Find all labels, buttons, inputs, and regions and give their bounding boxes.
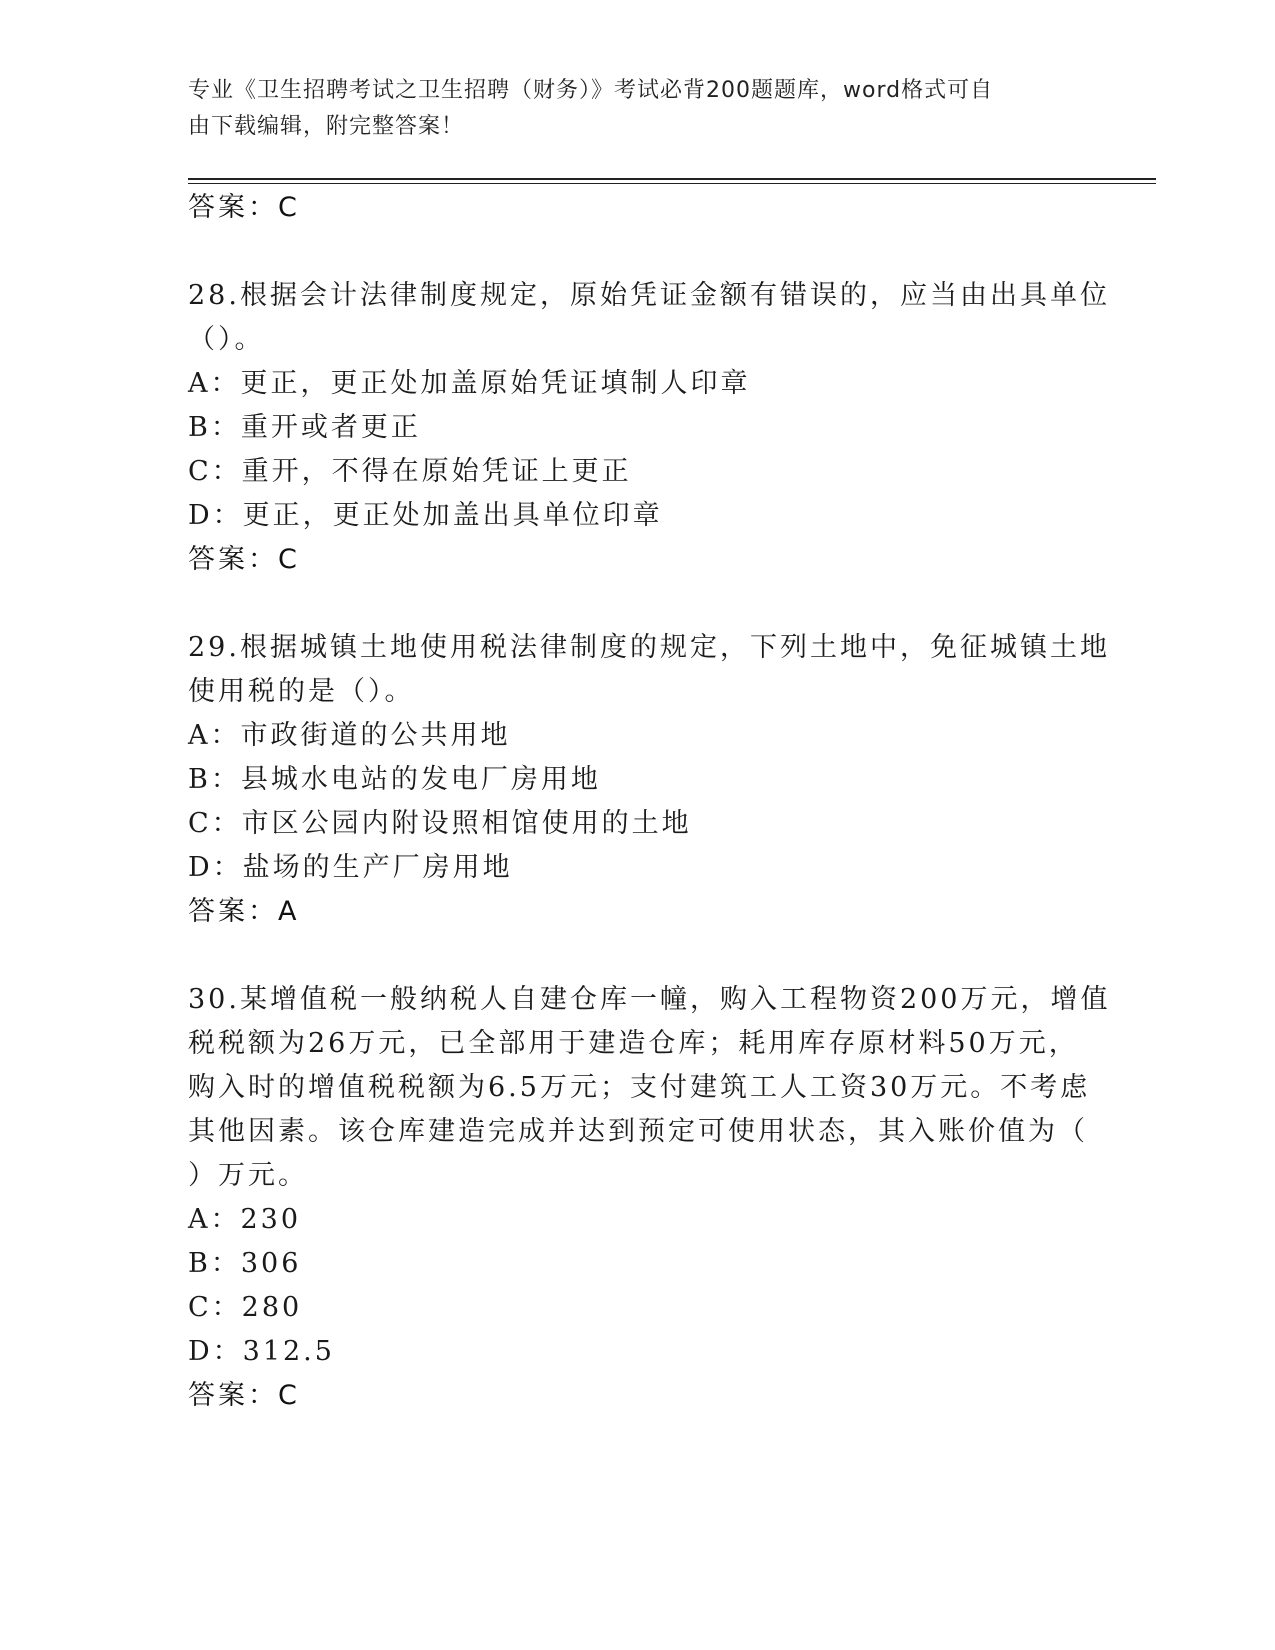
question-29-option-c: C：市区公园内附设照相馆使用的土地 <box>188 808 692 839</box>
question-29-line-1: 29.根据城镇土地使用税法律制度的规定，下列土地中，免征城镇土地 <box>188 632 1110 663</box>
question-28-option-c: C：重开，不得在原始凭证上更正 <box>188 456 632 487</box>
question-30-option-a: A：230 <box>188 1204 302 1235</box>
document-header <box>188 73 1078 145</box>
question-30-line-3: 购入时的增值税税额为6.5万元；支付建筑工人工资30万元。不考虑 <box>188 1072 1091 1103</box>
question-30-option-d: D：312.5 <box>188 1336 335 1367</box>
question-30-line-5: ）万元。 <box>188 1160 308 1191</box>
header-divider-thin <box>188 183 1156 184</box>
question-29-line-2: 使用税的是（）。 <box>188 676 415 707</box>
question-28-answer: 答案：C <box>188 544 300 575</box>
question-28-line-2: （）。 <box>188 324 265 355</box>
question-29-option-a: A：市政街道的公共用地 <box>188 720 511 751</box>
question-28-line-1: 28.根据会计法律制度规定，原始凭证金额有错误的，应当由出具单位 <box>188 280 1110 311</box>
question-28-option-a: A：更正，更正处加盖原始凭证填制人印章 <box>188 368 751 399</box>
question-29-answer: 答案：A <box>188 896 300 927</box>
question-28-option-b: B：重开或者更正 <box>188 412 421 443</box>
question-30-line-2: 税税额为26万元，已全部用于建造仓库；耗用库存原材料50万元， <box>188 1028 1079 1059</box>
question-30-answer: 答案：C <box>188 1380 300 1411</box>
question-30-option-c: C：280 <box>188 1292 303 1323</box>
question-29-option-b: B：县城水电站的发电厂房用地 <box>188 764 601 795</box>
header-line-2: 由下载编辑，附完整答案！ <box>188 114 465 139</box>
question-30-line-4: 其他因素。该仓库建造完成并达到预定可使用状态，其入账价值为（ <box>188 1116 1088 1147</box>
header-line-1: 专业《卫生招聘考试之卫生招聘（财务）》考试必背200题题库，word格式可自 <box>188 78 994 103</box>
question-30-option-b: B：306 <box>188 1248 302 1279</box>
question-28-option-d: D：更正，更正处加盖出具单位印章 <box>188 500 663 531</box>
header-divider-thick <box>188 178 1156 180</box>
question-30-line-1: 30.某增值税一般纳税人自建仓库一幢，购入工程物资200万元，增值 <box>188 984 1111 1015</box>
question-29-option-d: D：盐场的生产厂房用地 <box>188 852 513 883</box>
answer-previous: 答案：C <box>188 192 300 223</box>
